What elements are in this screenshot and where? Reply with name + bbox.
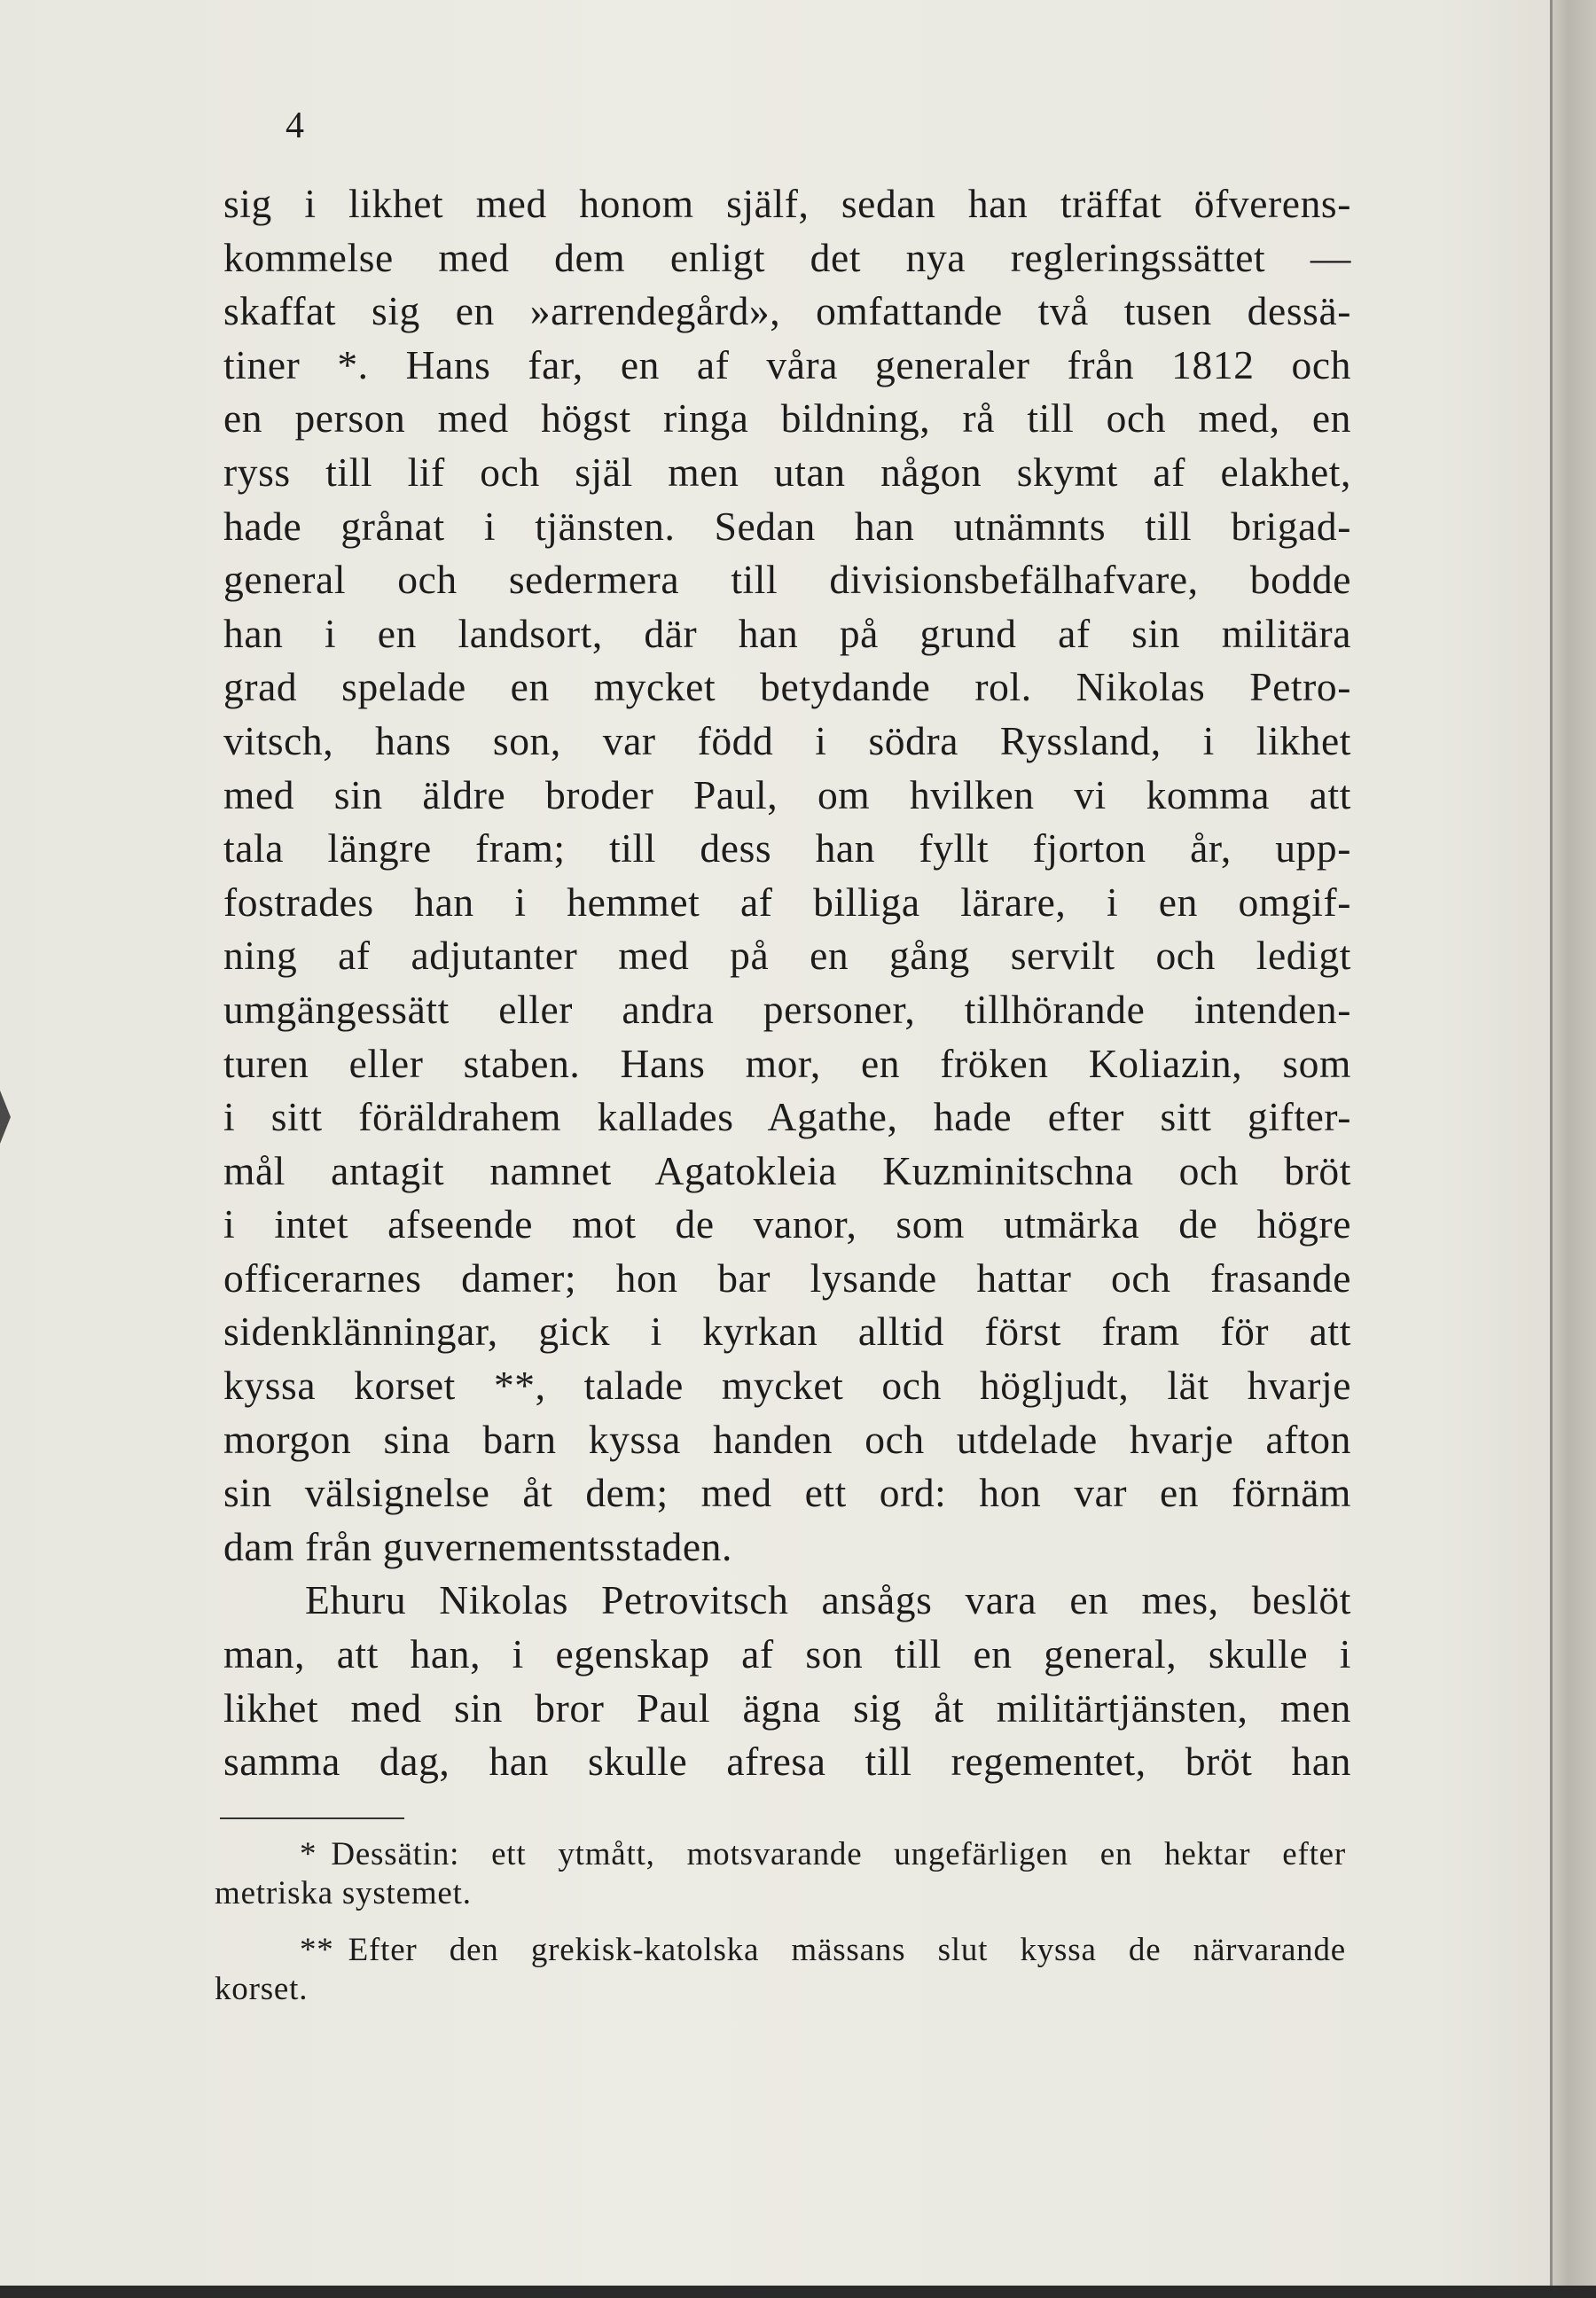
bottom-strip — [0, 2286, 1596, 2298]
text-line: grad spelade en mycket betydande rol. Nikolas Petro- — [223, 664, 1351, 710]
text-line: vitsch, hans son, var född i södra Ryssland, i likhet — [223, 717, 1351, 763]
text-line: morgon sina barn kyssa handen och utdelade hvarje afton — [223, 1416, 1351, 1462]
text-line: dam från guvernementsstaden. — [223, 1523, 732, 1569]
footnotes — [215, 1835, 1346, 2027]
footnote-line: korset. — [215, 1971, 309, 2007]
text-line: samma dag, han skulle afresa till regementet, bröt han — [223, 1739, 1351, 1785]
text-line: turen eller staben. Hans mor, en fröken Koliazin, som — [223, 1040, 1351, 1086]
text-line: likhet med sin bror Paul ägna sig åt militärtjänsten, men — [223, 1684, 1351, 1731]
text-line: sidenklänningar, gick i kyrkan alltid först fram för att — [223, 1309, 1351, 1355]
text-line: i sitt föräldrahem kallades Agathe, hade efter sitt gifter- — [223, 1094, 1351, 1140]
text-line: fostrades han i hemmet af billiga lärare, i en omgif- — [223, 879, 1351, 925]
footnote — [215, 1835, 1346, 1913]
text-line: tiner *. Hans far, en af våra generaler från 1812 och — [223, 341, 1351, 387]
footnote-line — [215, 1931, 1346, 1970]
footnote-text: Efter den grekisk-katolska mässans slut kyssa de närvarande — [348, 1932, 1346, 1968]
footnote-text: Dessätin: ett ytmått, motsvarande ungefärligen en hektar efter — [331, 1836, 1346, 1872]
text-line: en person med högst ringa bildning, rå till och med, en — [223, 395, 1351, 442]
footnote-mark: * — [300, 1836, 317, 1872]
text-line: i intet afseende mot de vanor, som utmärka de högre — [223, 1201, 1351, 1247]
text-line: mål antagit namnet Agatokleia Kuzminitschna och bröt — [223, 1147, 1351, 1193]
footnote-rule — [220, 1817, 404, 1819]
footnote-line: metriska systemet. — [215, 1875, 472, 1911]
footnote — [215, 1931, 1346, 2009]
text-line: skaffat sig en »arrendegård», omfattande två tusen dessä- — [223, 288, 1351, 334]
text-line: officerarnes damer; hon bar lysande hattar och frasande — [223, 1255, 1351, 1301]
text-line: Ehuru Nikolas Petrovitsch ansågs vara en mes, beslöt — [305, 1577, 1351, 1623]
text-line: umgängessätt eller andra personer, tillhörande intenden- — [223, 986, 1351, 1032]
text-line: ning af adjutanter med på en gång servilt och ledigt — [223, 933, 1351, 979]
footnote-mark: ** — [300, 1932, 334, 1968]
text-line: kommelse med dem enligt det nya regleringssättet — — [223, 234, 1351, 280]
text-line: general och sedermera till divisionsbefälhafvare, bodde — [223, 557, 1351, 603]
page-number: 4 — [286, 106, 304, 146]
text-line: sig i likhet med honom själf, sedan han träffat öfverens- — [223, 181, 1351, 226]
text-line: man, att han, i egenskap af son till en general, skulle i — [223, 1631, 1351, 1677]
binding-notch — [0, 1090, 11, 1144]
body-text — [223, 177, 1351, 1789]
text-line: han i en landsort, där han på grund af sin militära — [223, 610, 1351, 656]
page-edge — [1550, 0, 1596, 2298]
text-line: ryss till lif och själ men utan någon skymt af elakhet, — [223, 449, 1351, 495]
footnote-line — [215, 1835, 1346, 1874]
text-line: med sin äldre broder Paul, om hvilken vi komma att — [223, 771, 1351, 817]
text-line: sin välsignelse åt dem; med ett ord: hon var en förnäm — [223, 1470, 1351, 1516]
text-line: hade grånat i tjänsten. Sedan han utnämnts till brigad- — [223, 503, 1351, 549]
text-line: kyssa korset **, talade mycket och högljudt, lät hvarje — [223, 1363, 1351, 1409]
text-line: tala längre fram; till dess han fyllt fjorton år, upp- — [223, 825, 1351, 872]
